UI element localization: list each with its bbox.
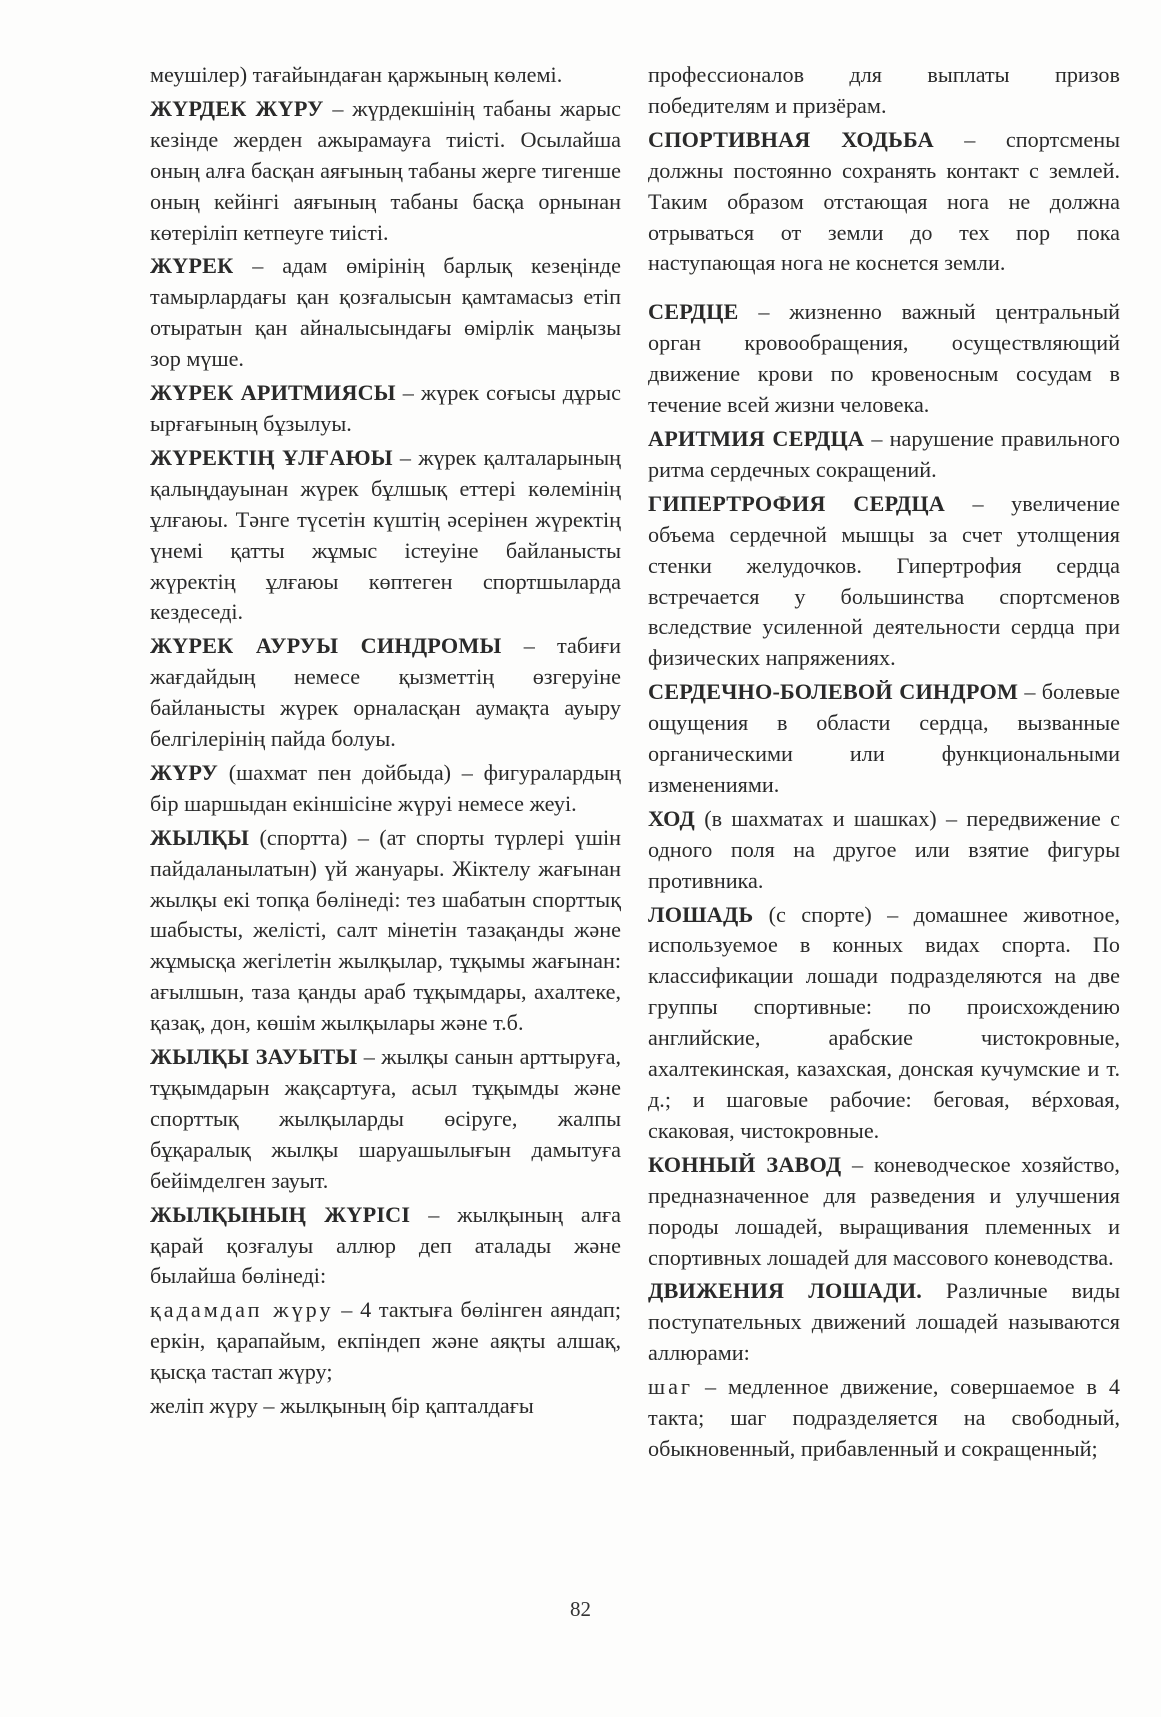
entry-zhylky: ЖЫЛҚЫ (спортта) – (ат спорты түрлері үшін пайдаланылатын) үй жануары. Жіктелу жағынан жылқы екі топқа бөлінеді: тез шабатын спорттық шабысты, желісті, салт мінетін тазақанды және жұмысқа жегілетін жылқылар, тұқымы жағынан: ағылшын, таза қанды араб тұқымдары, ахалтеке, қазақ, дон, көшім жылқылары және т.б.: [150, 824, 622, 1036]
entry-dvizheniya-loshadi: [648, 1276, 1120, 1369]
entry-definition: Различные виды поступательных движений лошадей называются аллюрами:: [648, 1278, 1120, 1366]
continuation-text: меушілер) тағайындаған қаржының көлемі.: [150, 62, 563, 87]
entry-term: ЖҮРДЕК ЖҮРУ: [150, 95, 324, 121]
entry-definition: жүрек соғысы дұрыс ырғағының бұзылуы.: [150, 380, 621, 436]
entry-zhylky-zauyty: ЖЫЛҚЫ ЗАУЫТЫ – жылқы санын арттыруға, тұқымдарын жақсартуға, асыл тұқымды және спорттық жылқыларды өсіруге, жалпы бұқаралық жылқы шаруашылығын дамытуға бейімделген зауыт.: [150, 1044, 621, 1193]
entry-term: СПОРТИВНАЯ ХОДЬБА: [648, 126, 934, 152]
entry-definition: домашнее животное, используемое в конных видах спорта. По классификации лошади подразделяются на две группы спортивные: по происхождению английские, арабские чистокровные, ахалтекинская, казахская, донская кучумские и т. д.; и шаговые рабочие: беговая, вéрховая, скаковая, чистокровные.: [648, 901, 1120, 1143]
right-column: [648, 60, 1120, 1468]
entry-zhurek-aritmiyasy: ЖҮРЕК АРИТМИЯСЫ – жүрек соғысы дұрыс ырғағының бұзылуы.: [150, 380, 621, 436]
entry-definition: жылқының алға қарай қозғалуы аллюр деп аталады және былайша бөлінеді:: [150, 1201, 621, 1289]
page-number: 82: [570, 1597, 591, 1621]
entry-definition: нарушение правильного ритма сердечных сокращений.: [648, 425, 1120, 482]
entry-definition: медленное движение, совершаемое в 4 такта; шаг подразделяется на свободный, обыкновенный, прибавленный и сокращенный;: [648, 1374, 1121, 1461]
entry-sportivnaya-khodba: СПОРТИВНАЯ ХОДЬБА – спортсмены должны постоянно сохранять контакт с землей. Таким образом отстающая нога не должна отрываться от земли до тех пор пока наступающая нога не коснется земли.: [648, 126, 1121, 276]
entry-term: КОННЫЙ ЗАВОД: [648, 1151, 842, 1177]
entry-zhuru: ЖҮРУ (шахмат пен дойбыда) – фигуралардың бір шаршыдан екіншісіне жүруі немесе жеуі.: [150, 759, 621, 816]
entry-definition: увеличение объема сердечной мышцы за счет утолщения стенки желудочков. Гипертрофия сердца встречается у большинства спортсменов вследствие усиленной деятельности сердца при физических напряжениях.: [648, 490, 1120, 671]
entry-term: ЖЫЛҚЫ: [150, 824, 250, 850]
entry-note: (в шахматах и шашках): [694, 805, 937, 831]
entry-definition: фигуралардың бір шаршыдан екіншісіне жүруі немесе жеуі.: [150, 759, 621, 816]
entry-konnyy-zavod: КОННЫЙ ЗАВОД – коневодческое хозяйство, предназначенное для разведения и улучшения породы лошадей, выращивания племенных и спортивных лошадей для массового коневодства.: [648, 1151, 1120, 1270]
entry-loshad: ЛОШАДЬ (с спорте) – домашнее животное, используемое в конных видах спорта. По классификации лошади подразделяются на две группы спортивные: по происхождению английские, арабские чистокровные, ахалтекинская, казахская, донская кучумские и т. д.; и шаговые рабочие: беговая, вéрховая, скаковая, чистокровные.: [648, 901, 1120, 1143]
continuation-text: профессионалов для выплаты призов победителям и призёрам.: [648, 62, 1120, 118]
entry-term: ЖҮРУ: [150, 759, 219, 785]
entry-note: (спортта): [249, 824, 348, 850]
entry-term: АРИТМИЯ СЕРДЦА: [648, 425, 865, 451]
entry-definition: адам өмірінің барлық кезеңінде тамырлардағы қан қозғалысын қамтамасыз етіп отыратын қан айналысындағы өмірлік маңызы зор мүше.: [150, 253, 621, 372]
entry-aritmiya-serdtsa: АРИТМИЯ СЕРДЦА – нарушение правильного ритма сердечных сокращений.: [648, 425, 1120, 482]
entry-definition: 4 тактыға бөлінген аяндап; еркін, қарапайым, екпіндеп және аяқты алшақ, қысқа тастап жүру;: [150, 1297, 622, 1385]
entry-term: ЛОШАДЬ: [648, 901, 754, 927]
entry-zhelip-zhuru: желіп жүру – жылқының бір қапталдағы: [150, 1393, 534, 1419]
entry-note: (шахмат пен дойбыда): [218, 759, 452, 785]
entry-definition: табиғи жағдайдың немесе қызметтің өзгеруіне байланысты жүрек орналасқан аумақта ауыру белгілерінің пайда болуы.: [150, 633, 621, 752]
entry-subterm: желіп жүру: [150, 1393, 258, 1419]
entry-definition: спортсмены должны постоянно сохранять контакт с землей. Таким образом отстающая нога не должна отрываться от земли до тех пор пока наступающая нога не коснется земли.: [648, 126, 1121, 276]
entry-subterm: шаг: [648, 1374, 694, 1400]
entry-shag: шаг – медленное движение, совершаемое в 4 такта; шаг подразделяется на свободный, обыкновенный, прибавленный и сокращенный;: [648, 1374, 1121, 1461]
entry-gipertrofiya-serdtsa: ГИПЕРТРОФИЯ СЕРДЦА – увеличение объема сердечной мышцы за счет утолщения стенки желудочков. Гипертрофия сердца встречается у большинства спортсменов вследствие усиленной деятельности сердца при физических напряжениях.: [648, 490, 1120, 671]
entry-term: ЖҮРЕКТІҢ ҰЛҒАЮЫ: [150, 444, 393, 470]
entry-definition: болевые ощущения в области сердца, вызванные органическими или функциональными изменениями.: [648, 679, 1121, 797]
entry-definition: передвижение с одного поля на другое или взятие фигуры противника.: [648, 805, 1120, 893]
entry-definition: жизненно важный центральный орган кровообращения, осуществляющий движение крови по кровеносным сосудам в течение всей жизни человека.: [648, 299, 1120, 418]
entry-zhurek: ЖҮРЕК – адам өмірінің барлық кезеңінде тамырлардағы қан қозғалысын қамтамасыз етіп отыратын қан айналысындағы өмірлік маңызы зор мүше.: [150, 253, 621, 372]
entry-zhurek-auruy-sindromy: ЖҮРЕК АУРУЫ СИНДРОМЫ – табиғи жағдайдың немесе қызметтің өзгеруіне байланысты жүрек орналасқан аумақта ауыру белгілерінің пайда болуы.: [150, 633, 621, 752]
entry-term: СЕРДЦЕ: [648, 299, 739, 325]
entry-term: ЖҮРЕК: [150, 253, 234, 279]
entry-serdtse: СЕРДЦЕ – жизненно важный центральный орган кровообращения, осуществляющий движение крови по кровеносным сосудам в течение всей жизни человека.: [648, 299, 1120, 418]
entry-subterm: қадамдап жүру: [150, 1297, 334, 1323]
entry-definition: жылқының бір қапталдағы: [280, 1393, 534, 1419]
entry-term: ХОД: [648, 805, 695, 831]
entry-zhylkynyn-zhurisi: ЖЫЛҚЫНЫҢ ЖҮРІСІ – жылқының алға қарай қозғалуы аллюр деп аталады және былайша бөлінеді:: [150, 1201, 621, 1289]
entry-serdechno-bolevoy-sindrom: СЕРДЕЧНО-БОЛЕВОЙ СИНДРОМ – болевые ощущения в области сердца, вызванные органическими или функциональными изменениями.: [648, 679, 1121, 797]
entry-khod: ХОД (в шахматах и шашках) – передвижение с одного поля на другое или взятие фигуры противника.: [648, 805, 1120, 893]
entry-definition: коневодческое хозяйство, предназначенное для разведения и улучшения породы лошадей, выращивания племенных и спортивных лошадей для массового коневодства.: [648, 1151, 1120, 1270]
entry-kadamdap-zhuru: қадамдап жүру – 4 тактыға бөлінген аяндап; еркін, қарапайым, екпіндеп және аяқты алшақ, қысқа тастап жүру;: [150, 1297, 622, 1385]
entry-term: ЖЫЛҚЫНЫҢ ЖҮРІСІ: [150, 1201, 411, 1227]
left-column: [150, 60, 621, 1425]
entry-definition: жүрек қалталарының қалыңдауынан жүрек бұлшық еттері көлемінің ұлғаюы. Тәнге түсетін күштің әсерінен жүректің үнемі қатты жұмыс істеуіне байланысты жүректің ұлғаюы көптеген спортшыларда кездеседі.: [150, 444, 621, 625]
entry-definition: (ат спорты түрлері үшін пайдаланылатын) үй жануары. Жіктелу жағынан жылқы екі топқа бөлінеді: тез шабатын спорттық шабысты, желісті, салт мінетін тазақанды және жұмысқа жегілетін жылқылар, тұқымы жағынан: ағылшын, таза қанды араб тұқымдары, ахалтеке, қазақ, дон, көшім жылқылары және т.б.: [150, 824, 622, 1036]
entry-definition: жылқы санын арттыруға, тұқымдарын жақсартуға, асыл тұқымды және спорттық жылқыларды өсіруге, жалпы бұқаралық жылқы шаруашылығын дамытуға бейімделген зауыт.: [150, 1044, 621, 1193]
entry-term: ЖЫЛҚЫ ЗАУЫТЫ: [150, 1044, 358, 1070]
entry-definition: жүрдекшінің табаны жарыс кезінде жерден ажырамауға тиісті. Осылайша оның алға басқан аяғының табаны жерге тигенше оның кейінгі аяғының табаны басқа орнынан көтеріліп кетпеуге тиісті.: [150, 95, 621, 245]
entry-term: ДВИЖЕНИЯ ЛОШАДИ.: [648, 1278, 922, 1304]
entry-term: ЖҮРЕК АРИТМИЯСЫ: [150, 380, 396, 406]
entry-zhurektin-ulgayuy: ЖҮРЕКТІҢ ҰЛҒАЮЫ – жүрек қалталарының қалыңдауынан жүрек бұлшық еттері көлемінің ұлғаюы. Тәнге түсетін күштің әсерінен жүректің үнемі қатты жұмыс істеуіне байланысты жүректің ұлғаюы көптеген спортшыларда кездеседі.: [150, 444, 621, 625]
entry-note: (с спорте): [753, 901, 872, 927]
entry-zhurdek-zhuru: ЖҮРДЕК ЖҮРУ – жүрдекшінің табаны жарыс кезінде жерден ажырамауға тиісті. Осылайша оның алға басқан аяғының табаны жерге тигенше оның кейінгі аяғының табаны басқа орнынан көтеріліп кетпеуге тиісті.: [150, 95, 621, 245]
entry-term: СЕРДЕЧНО-БОЛЕВОЙ СИНДРОМ: [648, 679, 1019, 705]
entry-term: ЖҮРЕК АУРУЫ СИНДРОМЫ: [150, 633, 502, 659]
entry-term: ГИПЕРТРОФИЯ СЕРДЦА: [648, 490, 946, 516]
